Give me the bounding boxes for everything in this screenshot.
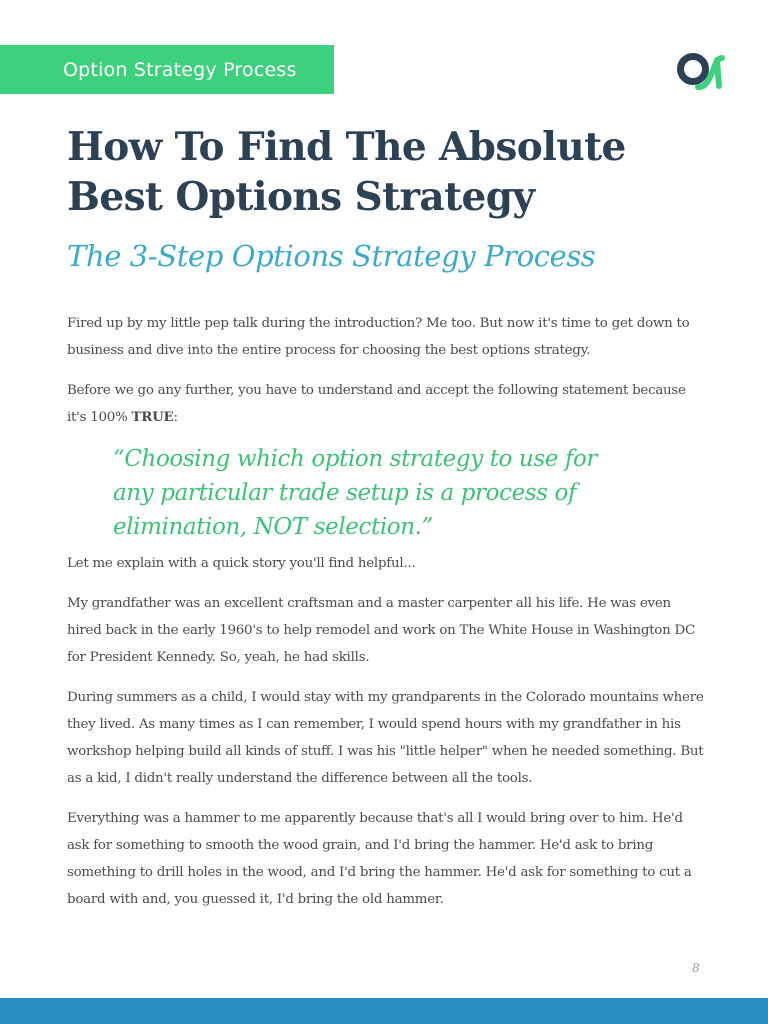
footer-bar bbox=[0, 998, 768, 1024]
paragraph-hammer: Everything was a hammer to me apparently because that's all I would bring over to him. He'd ask for something to smooth the wood grain, and I'd bring the hammer. He'd ask to bring something to drill holes in the wood, and I'd bring the hammer. He'd ask for something to cut a board with and, you guessed it, I'd bring the old hammer. bbox=[67, 811, 692, 907]
section-header-bar bbox=[0, 45, 334, 94]
article-body bbox=[67, 310, 705, 926]
paragraph-statement-colon: : bbox=[173, 410, 178, 425]
options-logo-icon bbox=[676, 48, 726, 92]
section-header-label: Option Strategy Process bbox=[63, 58, 297, 81]
paragraph-story-intro: Let me explain with a quick story you'll find helpful... bbox=[67, 556, 416, 571]
paragraph-summers: During summers as a child, I would stay with my grandparents in the Colorado mountains where they lived. As many times as I can remember, I would spend hours with my grandfather in his workshop helping build all kinds of stuff. I was his "little helper" when he needed something. But as a kid, I didn't really understand the difference between all the tools. bbox=[67, 690, 704, 786]
page-title-line-1: How To Find The Absolute bbox=[67, 124, 626, 170]
paragraph-intro: Fired up by my little pep talk during the introduction? Me too. But now it's time to get down to business and dive into the entire process for choosing the best options strategy. bbox=[67, 316, 690, 358]
page-title bbox=[67, 122, 707, 222]
emphasis-true: TRUE bbox=[131, 409, 174, 425]
page-title-line-2: Best Options Strategy bbox=[67, 174, 535, 220]
paragraph-statement-text: Before we go any further, you have to understand and accept the following statement because it's 100% bbox=[67, 383, 686, 425]
pull-quote: “Choosing which option strategy to use for any particular trade setup is a process of elimination, NOT selection.” bbox=[113, 446, 598, 540]
paragraph-grandfather: My grandfather was an excellent craftsman and a master carpenter all his life. He was even hired back in the early 1960's to help remodel and work on The White House in Washington DC for President Kennedy. So, yeah, he had skills. bbox=[67, 596, 695, 665]
paragraph-statement bbox=[67, 377, 705, 431]
page-number: 8 bbox=[692, 961, 700, 975]
page-subtitle: The 3-Step Options Strategy Process bbox=[67, 239, 596, 273]
